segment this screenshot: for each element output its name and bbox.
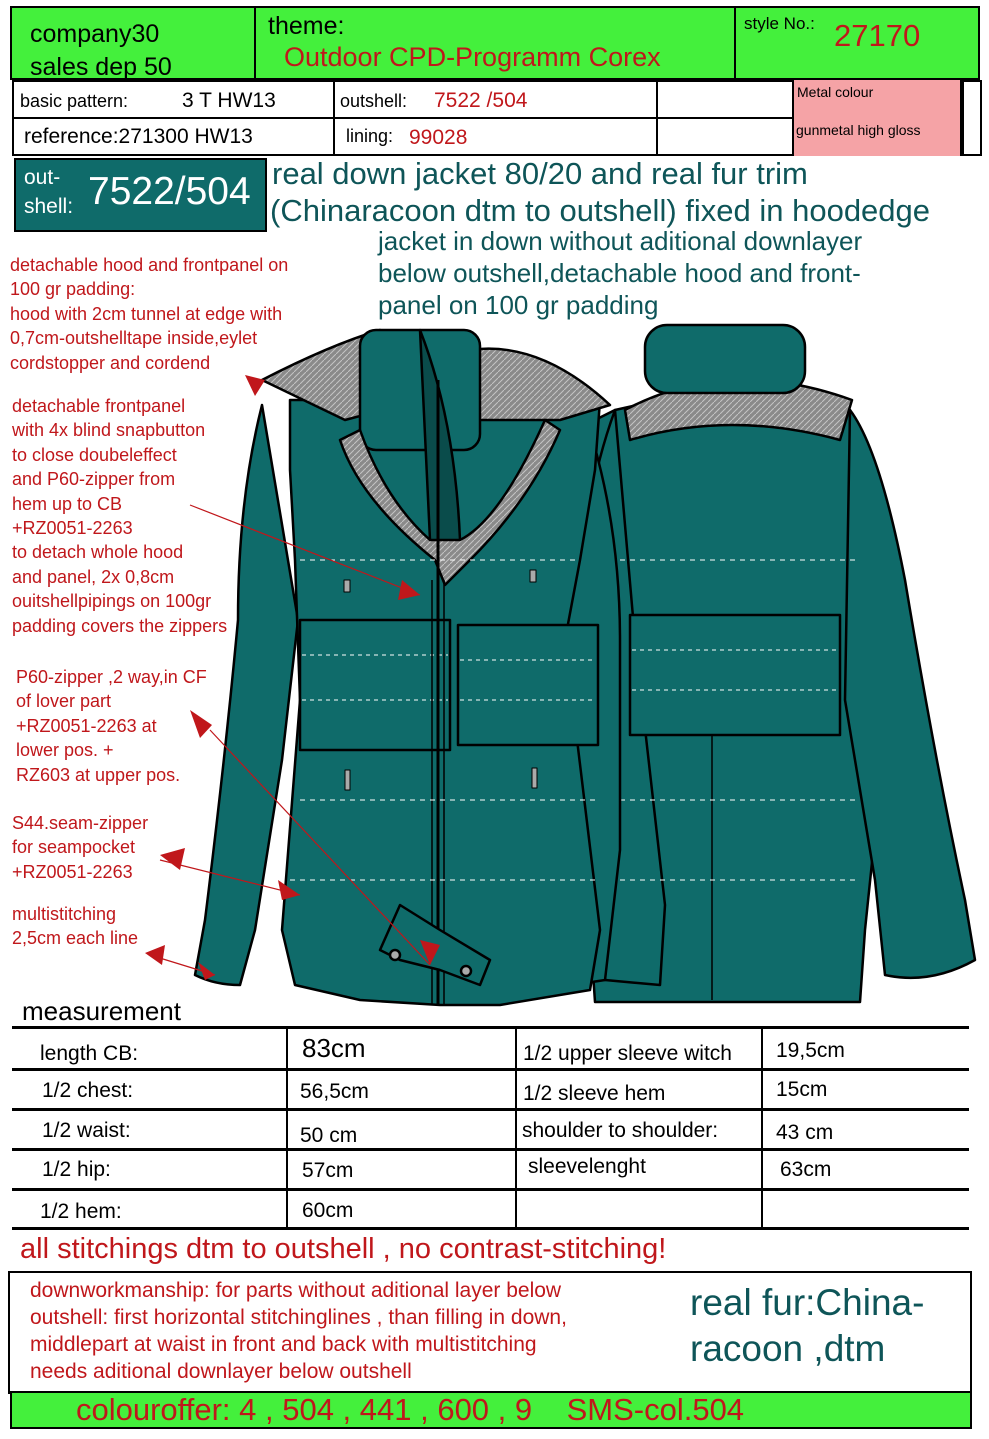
measure-value: 63cm [780, 1158, 832, 1181]
measure-value: 19,5cm [776, 1039, 845, 1062]
stitching-note: all stitchings dtm to outshell , no contrast-stitching! [20, 1233, 667, 1265]
measure-label: shoulder to shoulder: [522, 1119, 719, 1142]
outshell-badge-line1: out- [24, 166, 61, 189]
basic-pattern-label: basic pattern: [20, 91, 129, 111]
measure-label: length CB: [40, 1042, 139, 1065]
down-note-line: outshell: first horizontal stitchinglines , than filling in down, [30, 1306, 567, 1329]
annotation-hood: detachable hood and frontpanel on 100 gr padding: hood with 2cm tunnel at edge with 0,7cm-outshelltape inside,eylet cordstopper and cordend [10, 255, 289, 373]
down-note [30, 1277, 567, 1385]
subtitle-line-1: jacket in down without aditional downlayer [378, 226, 863, 256]
table-line [12, 1188, 969, 1191]
measure-label: 1/2 hem: [40, 1200, 122, 1223]
metal-colour-label: Metal colour [797, 84, 874, 100]
jacket-front-view [195, 330, 620, 1005]
down-note-line: middlepart at waist in front and back with multistitching [30, 1333, 537, 1356]
measure-label: sleevelenght [528, 1155, 646, 1178]
measure-label: 1/2 sleeve hem [523, 1082, 666, 1105]
down-note-line: downworkmanship: for parts without aditional layer below [30, 1279, 562, 1302]
basic-pattern-value: 3 T HW13 [182, 89, 276, 112]
company-name: company30 [30, 20, 160, 48]
table-line [12, 1227, 969, 1230]
table-divider [286, 1026, 288, 1229]
measurement-title: measurement [22, 996, 181, 1026]
table-divider [761, 1026, 763, 1229]
measure-value: 57cm [302, 1159, 354, 1182]
fur-note [690, 1280, 924, 1372]
measure-value: 60cm [302, 1199, 354, 1222]
fur-note-line: real fur:China- [690, 1282, 925, 1323]
sales-dep: sales dep 50 [30, 53, 172, 81]
annotation-frontpanel: detachable frontpanel with 4x blind snapbutton to close doubeleffect and P60-zipper from hem up to CB +RZ0051-2263 to detach whole hood and panel, 2x 0,8cm ouitshellpipings on 100gr padding covers the zippers [12, 396, 228, 636]
colouroffer: colouroffer: 4 , 504 , 441 , 600 , 9 SMS-col.504 [76, 1392, 745, 1427]
measure-label: 1/2 upper sleeve witch [523, 1042, 732, 1065]
style-label: style No.: [744, 14, 815, 33]
measure-label: 1/2 hip: [42, 1158, 111, 1181]
fur-note-line: racoon ,dtm [690, 1328, 886, 1369]
outshell-badge-value: 7522/504 [88, 170, 251, 213]
metal-colour-value: gunmetal high gloss [796, 122, 921, 138]
lining-label: lining: [346, 126, 394, 146]
measure-value: 50 cm [300, 1124, 358, 1147]
down-note-line: needs aditional downlayer below outshell [30, 1360, 412, 1383]
annotation-p60-zipper: P60-zipper ,2 way,in CF of lover part +RZ0051-2263 at lower pos. + RZ603 at upper pos. [16, 667, 207, 785]
style-number: 27170 [834, 18, 921, 53]
title-line-1: real down jacket 80/20 and real fur trim [272, 156, 808, 191]
annotation-seam-zipper: S44.seam-zipper for seampocket +RZ0051-2263 [12, 813, 149, 882]
lining-value: 99028 [409, 126, 468, 149]
table-line [12, 1148, 969, 1151]
table-divider [515, 1026, 517, 1229]
theme-label: theme: [268, 12, 345, 40]
table-line [12, 1108, 969, 1111]
theme-value: Outdoor CPD-Programm Corex [284, 42, 661, 72]
measure-label: 1/2 waist: [42, 1119, 131, 1142]
measure-value: 56,5cm [300, 1080, 369, 1103]
measure-value: 15cm [776, 1078, 828, 1101]
outshell-label: outshell: [340, 91, 408, 111]
annotation-multistitching: multistitching 2,5cm each line [12, 904, 139, 949]
measure-label: 1/2 chest: [42, 1079, 134, 1102]
table-line [12, 1068, 969, 1071]
measure-value: 83cm [302, 1033, 366, 1063]
table-line [12, 1026, 969, 1029]
reference: reference:271300 HW13 [24, 125, 253, 148]
subtitle-line-2: below outshell,detachable hood and front- [378, 258, 861, 288]
outshell-value: 7522 /504 [434, 89, 528, 112]
measure-value: 43 cm [776, 1121, 834, 1144]
outshell-badge-line2: shell: [24, 195, 74, 218]
title-line-2: (Chinaracoon dtm to outshell) fixed in hoodedge [270, 193, 931, 228]
subtitle-line-3: panel on 100 gr padding [378, 290, 659, 320]
